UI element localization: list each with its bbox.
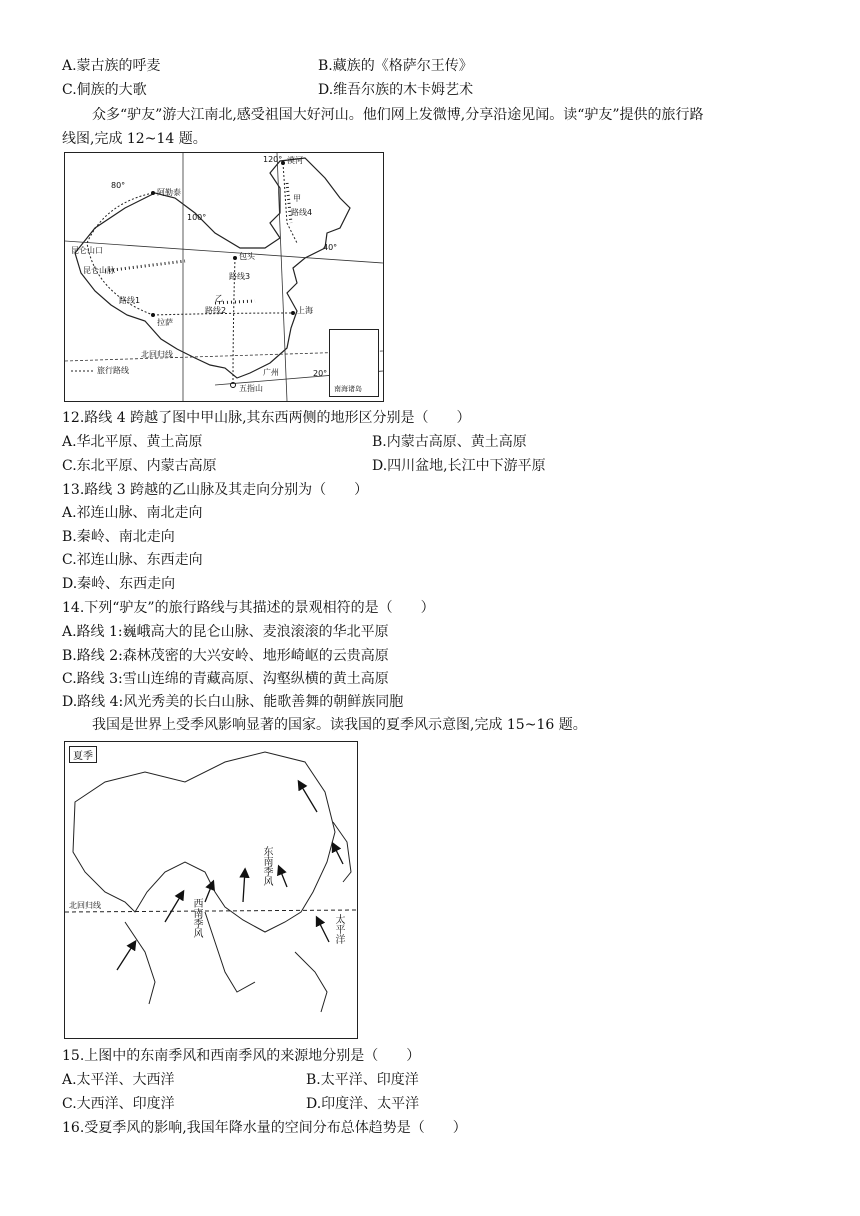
label-pacific: 太平洋 — [333, 914, 344, 944]
land-outline — [73, 752, 335, 932]
q12-option-d: D.四川盆地,长江中下游平原 — [372, 458, 546, 474]
q13-option-d: D.秦岭、东西走向 — [62, 576, 176, 592]
lon-120-line — [277, 153, 287, 401]
summer-monsoon-map-drawing — [65, 742, 357, 1038]
label-se-monsoon: 东南季风 — [261, 846, 272, 886]
label-route-2: 路线2 — [205, 306, 227, 315]
philippines-coast — [295, 952, 327, 1012]
q15-option-b: B.太平洋、印度洋 — [306, 1072, 419, 1088]
kunlun-mountains-mark — [105, 261, 185, 271]
q11-option-a: A.蒙古族的呼麦 — [62, 58, 161, 74]
intro-travel-line1: 众多“驴友”游大江南北,感受祖国大好河山。他们网上发微博,分享沿途见闻。读“驴友”提供的旅行路 — [92, 107, 704, 123]
label-legend-route: 旅行路线 — [97, 366, 129, 375]
sw-monsoon-arrow-1 — [117, 942, 135, 970]
label-lon-100: 100° — [187, 213, 207, 222]
south-china-sea-inset — [329, 329, 379, 397]
intro-monsoon: 我国是世界上受季风影响显著的国家。读我国的夏季风示意图,完成 15~16 题。 — [92, 717, 587, 733]
q15-option-a: A.太平洋、大西洋 — [62, 1072, 175, 1088]
q13-option-b: B.秦岭、南北走向 — [62, 529, 175, 545]
q15-option-d: D.印度洋、太平洋 — [306, 1096, 420, 1112]
q11-option-b: B.藏族的《格萨尔王传》 — [318, 58, 473, 74]
se-monsoon-arrow-4 — [333, 844, 343, 864]
sw-monsoon-arrow-3 — [205, 882, 213, 902]
q13-option-a: A.祁连山脉、南北走向 — [62, 505, 203, 521]
q12-option-a: A.华北平原、黄土高原 — [62, 434, 203, 450]
label-aletai: 阿勒泰 — [157, 188, 181, 197]
se-monsoon-arrow-1 — [243, 870, 245, 902]
label-lat-20: 20° — [313, 369, 328, 378]
baotou-dot — [233, 256, 237, 260]
label-tropic: 北回归线 — [69, 901, 101, 910]
sw-monsoon-arrow-2 — [165, 892, 183, 922]
label-kunlun-pass: 昆仑山口 — [71, 246, 103, 255]
india-coast — [125, 922, 155, 1004]
q12-option-b: B.内蒙古高原、黄土高原 — [372, 434, 527, 450]
label-jia: 甲 — [293, 194, 301, 203]
q12-stem: 12.路线 4 跨越了图中甲山脉,其东西两侧的地形区分别是（ ） — [62, 410, 471, 426]
japan-coast — [333, 822, 351, 882]
label-lhasa: 拉萨 — [157, 318, 173, 327]
q11-option-d: D.维吾尔族的木卡姆艺术 — [318, 82, 474, 98]
label-baotou: 包头 — [239, 252, 255, 261]
summer-monsoon-map — [64, 741, 358, 1039]
label-route-4: 路线4 — [291, 208, 313, 217]
label-guangzhou: 广州 — [263, 368, 279, 377]
label-route-3: 路线3 — [229, 272, 251, 281]
travel-route-map — [64, 152, 384, 402]
q14-option-a: A.路线 1:巍峨高大的昆仑山脉、麦浪滚滚的华北平原 — [62, 624, 389, 640]
label-sw-monsoon: 西南季风 — [191, 898, 202, 938]
q14-option-c: C.路线 3:雪山连绵的青藏高原、沟壑纵横的黄土高原 — [62, 671, 389, 687]
label-shanghai: 上海 — [297, 306, 313, 315]
q14-option-b: B.路线 2:森林茂密的大兴安岭、地形崎岖的云贵高原 — [62, 648, 389, 664]
se-monsoon-arrow-2 — [279, 867, 287, 887]
intro-travel-line2: 线图,完成 12~14 题。 — [62, 131, 207, 147]
q15-option-c: C.大西洋、印度洋 — [62, 1096, 175, 1112]
aletai-dot — [151, 191, 155, 195]
q13-stem: 13.路线 3 跨越的乙山脉及其走向分别为（ ） — [62, 482, 369, 498]
lhasa-dot — [151, 313, 155, 317]
q14-option-d: D.路线 4:风光秀美的长白山脉、能歌善舞的朝鲜族同胞 — [62, 694, 404, 710]
label-wuzhishan: 五指山 — [239, 384, 263, 393]
label-route-1: 路线1 — [119, 296, 141, 305]
label-inset: 南海诸岛 — [334, 385, 362, 393]
label-mohe: 漠河 — [287, 156, 303, 165]
se-monsoon-arrow-5 — [317, 918, 329, 942]
china-outline — [75, 158, 350, 378]
tropic-line — [65, 910, 357, 912]
se-monsoon-arrow-3 — [299, 782, 317, 812]
q16-stem: 16.受夏季风的影响,我国年降水量的空间分布总体趋势是（ ） — [62, 1120, 467, 1136]
label-yi: 乙 — [215, 294, 223, 303]
label-lon-80: 80° — [111, 181, 126, 190]
label-tropic: 北回归线 — [141, 350, 173, 359]
indochina-coast — [205, 912, 255, 992]
label-summer: 夏季 — [69, 746, 97, 763]
q11-option-c: C.侗族的大歌 — [62, 82, 147, 98]
q14-stem: 14.下列“驴友”的旅行路线与其描述的景观相符的是（ ） — [62, 600, 435, 616]
label-lat-40: 40° — [323, 243, 338, 252]
label-kunlun: 昆仑山脉 — [83, 266, 115, 275]
shanghai-dot — [291, 311, 295, 315]
q13-option-c: C.祁连山脉、东西走向 — [62, 552, 203, 568]
q15-stem: 15.上图中的东南季风和西南季风的来源地分别是（ ） — [62, 1048, 421, 1064]
q12-option-c: C.东北平原、内蒙古高原 — [62, 458, 217, 474]
label-lon-120: 120° — [263, 155, 283, 164]
